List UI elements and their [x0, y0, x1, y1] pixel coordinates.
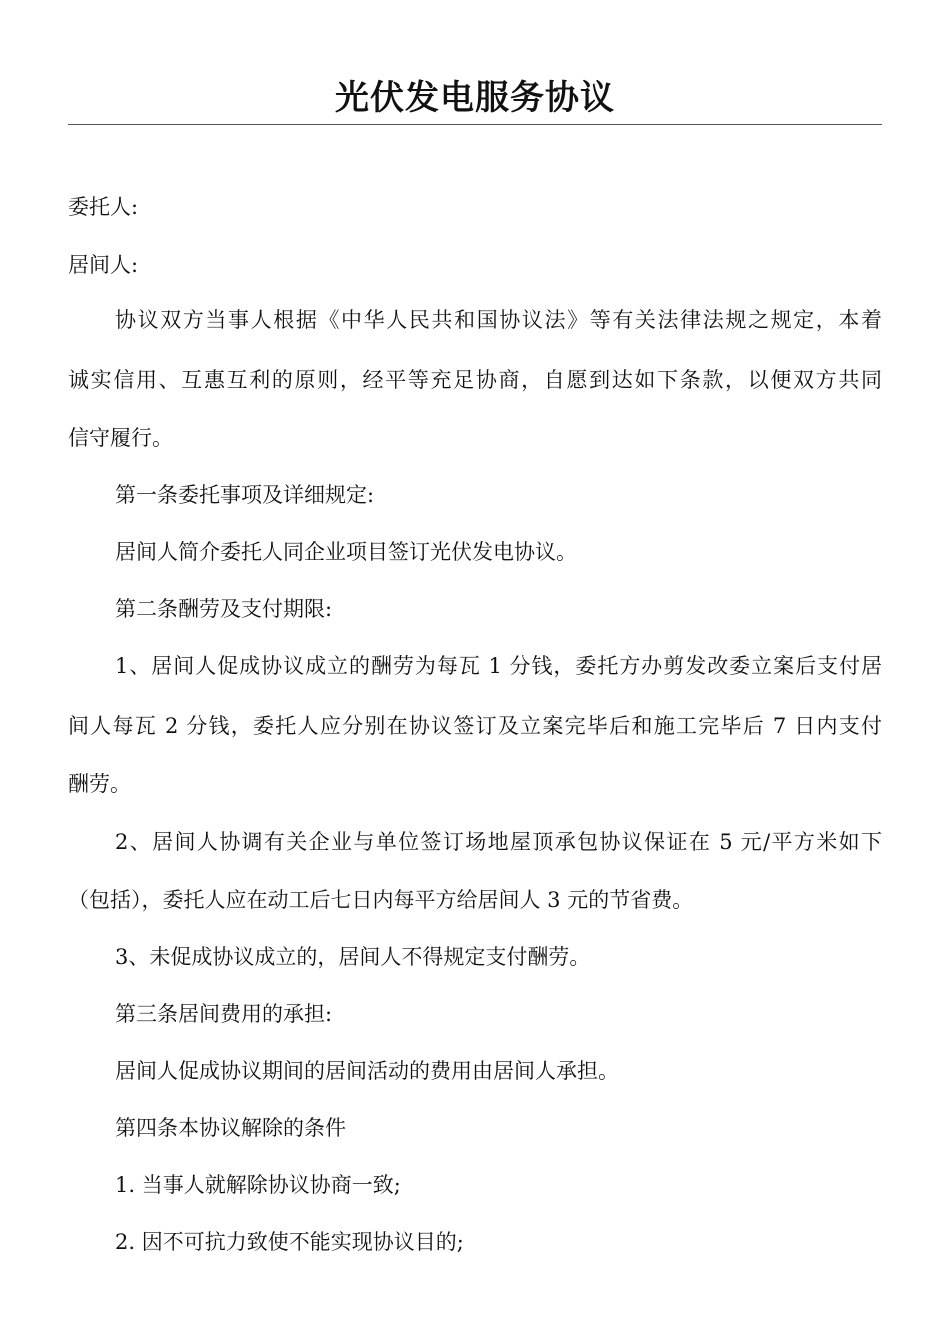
title-divider	[68, 124, 882, 125]
preamble-line-3: 信守履行。	[68, 426, 173, 450]
article-2-item-2-line-2: （包括），委托人应在动工后七日内每平方给居间人 3 元的节省费。	[68, 888, 694, 912]
preamble-line-1: 协议双方当事人根据《中华人民共和国协议法》等有关法律法规之规定，本着	[115, 308, 882, 332]
article-2-heading: 第二条酬劳及支付期限:	[115, 597, 333, 621]
article-2-item-2-line-1: 2、居间人协调有关企业与单位签订场地屋顶承包协议保证在 5 元/平方米如下	[115, 830, 882, 854]
article-4-item-2: 2. 因不可抗力致使不能实现协议目的;	[115, 1230, 464, 1254]
article-2-item-1-line-1: 1、居间人促成协议成立的酬劳为每瓦 1 分钱，委托方办剪发改委立案后支付居	[115, 654, 882, 678]
article-1-heading: 第一条委托事项及详细规定:	[115, 483, 375, 507]
article-2-item-3: 3、未促成协议成立的，居间人不得规定支付酬劳。	[115, 945, 591, 969]
article-1-body: 居间人简介委托人同企业项目签订光伏发电协议。	[115, 540, 577, 564]
document-title: 光伏发电服务协议	[335, 78, 615, 118]
article-2-item-1-line-3: 酬劳。	[68, 772, 131, 796]
article-3-body: 居间人促成协议期间的居间活动的费用由居间人承担。	[115, 1059, 619, 1083]
article-2-item-1-line-2: 间人每瓦 2 分钱，委托人应分别在协议签订及立案完毕后和施工完毕后 7 日内支付	[68, 714, 882, 738]
article-3-heading: 第三条居间费用的承担:	[115, 1002, 333, 1026]
preamble-line-2: 诚实信用、互惠互利的原则，经平等充足协商，自愿到达如下条款，以便双方共同	[68, 368, 882, 392]
intermediary-line: 居间人:	[68, 253, 139, 277]
article-4-item-1: 1. 当事人就解除协议协商一致;	[115, 1173, 401, 1197]
article-4-heading: 第四条本协议解除的条件	[115, 1116, 346, 1140]
principal-line: 委托人:	[68, 195, 139, 219]
